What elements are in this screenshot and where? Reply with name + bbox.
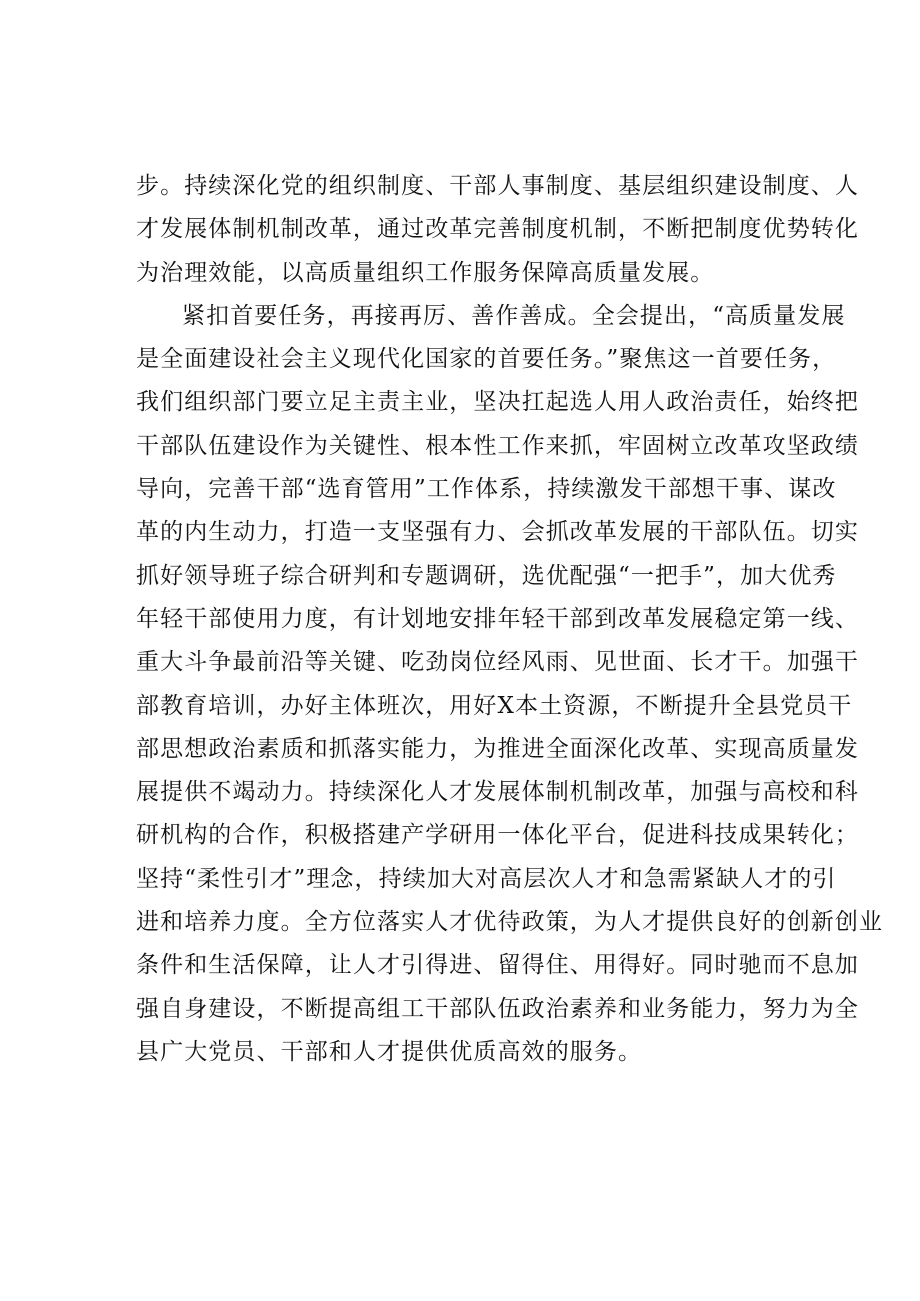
paragraph-2-line-1: 紧扣首要任务，再接再厉、善作善成。全会提出，“高质量发展 xyxy=(182,302,846,329)
paragraph-2-line-6: 革的内生动力，打造一支坚强有力、会抓改革发展的干部队伍。切实 xyxy=(136,519,859,546)
paragraph-2-line-14: 坚持“柔性引才”理念，持续加大对高层次人才和急需紧缺人才的引 xyxy=(136,865,837,892)
paragraph-2-line-9: 重大斗争最前沿等关键、吃劲岗位经风雨、见世面、长才干。加强干 xyxy=(136,649,859,676)
paragraph-1-line-2: 才发展体制机制改革，通过改革完善制度机制，不断把制度优势转化 xyxy=(136,216,859,243)
paragraph-2-line-4: 干部队伍建设作为关键性、根本性工作来抓，牢固树立改革攻坚政绩 xyxy=(136,432,859,459)
paragraph-2-line-15: 进和培养力度。全方位落实人才优待政策，为人才提供良好的创新创业 xyxy=(136,909,884,936)
paragraph-2-line-5: 导向，完善干部“选育管用”工作体系，持续激发干部想干事、谋改 xyxy=(136,476,837,503)
paragraph-2-line-7: 抓好领导班子综合研判和专题调研，选优配强“一把手”，加大优秀 xyxy=(136,562,837,589)
paragraph-2-line-3: 我们组织部门要立足主责主业，坚决扛起选人用人政治责任，始终把 xyxy=(136,389,859,416)
paragraph-2-line-18: 县广大党员、干部和人才提供优质高效的服务。 xyxy=(136,1038,643,1065)
paragraph-2-line-11: 部思想政治素质和抓落实能力，为推进全面深化改革、实现高质量发 xyxy=(136,735,859,762)
paragraph-2-line-12: 展提供不竭动力。持续深化人才发展体制机制改革，加强与高校和科 xyxy=(136,779,859,806)
paragraph-1-line-3: 为治理效能，以高质量组织工作服务保障高质量发展。 xyxy=(136,259,715,286)
paragraph-2-line-10: 部教育培训，办好主体班次，用好X本土资源，不断提升全县党员干 xyxy=(136,692,853,719)
paragraph-2-line-2: 是全面建设社会主义现代化国家的首要任务。”聚焦这一首要任务， xyxy=(136,346,837,373)
body-text xyxy=(136,165,884,1074)
paragraph-2-line-17: 强自身建设，不断提高组工干部队伍政治素养和业务能力，努力为全 xyxy=(136,995,859,1022)
paragraph-2-line-13: 研机构的合作，积极搭建产学研用一体化平台，促进科技成果转化； xyxy=(136,822,859,849)
paragraph-1-line-1: 步。持续深化党的组织制度、干部人事制度、基层组织建设制度、人 xyxy=(136,173,859,199)
paragraph-2-line-16: 条件和生活保障，让人才引得进、留得住、用得好。同时驰而不息加 xyxy=(136,952,859,979)
paragraph-2-line-8: 年轻干部使用力度，有计划地安排年轻干部到改革发展稳定第一线、 xyxy=(136,605,859,632)
